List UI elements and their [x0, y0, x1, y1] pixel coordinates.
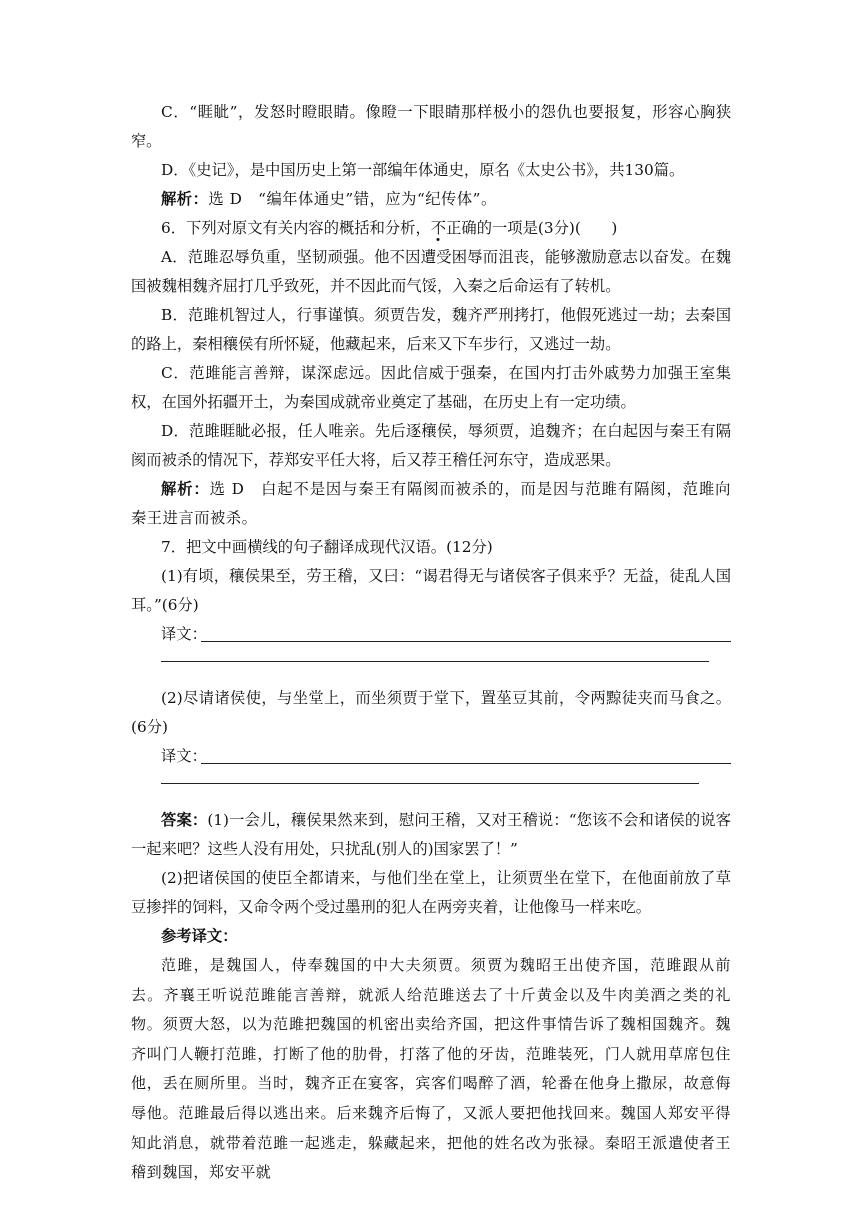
translation-label: 译文： — [161, 747, 207, 765]
reference-translation-text: 范雎，是魏国人，侍奉魏国的中大夫须贾。须贾为魏昭王出使齐国，范雎跟从前去。齐襄王听说范雎能言善辩，就派人给范雎送去了十斤黄金以及牛肉美酒之类的礼物。须贾大怒，以为范雎把魏国的机密出卖给齐国，把这件事情告诉了魏相国魏齐。魏齐叫门人鞭打范雎，打断了他的肋骨，打落了他的牙齿，范雎装死，门人就用草席包住他，丢在厕所里。当时，魏齐正在宴客，宾客们喝醉了酒，轮番在他身上撒尿，故意侮辱他。范雎最后得以逃出来。后来魏齐后悔了，又派人要把他找回来。魏国人郑安平得知此消息，就带着范雎一起逃走，躲藏起来，把他的姓名改为张禄。秦昭王派遣使者王稽到魏国，郑安平就 — [131, 956, 731, 1182]
translation-line-2[interactable] — [131, 649, 731, 678]
translation-line-1[interactable] — [131, 620, 731, 649]
emphasis-dot-char: 不 — [430, 219, 447, 237]
option-c-line: C．“睚眦”，发怒时瞪眼睛。像瞪一下眼睛那样极小的怨仇也要报复，形容心胸狭窄。 — [131, 103, 731, 150]
question-7: 7．把文中画横线的句子翻译成现代汉语。(12分) — [161, 538, 493, 556]
q6-option-c: C．范雎能言善辩，谋深虑远。因此信威于强秦，在国内打击外戚势力加强王室集权，在国外拓疆开土，为秦国成就帝业奠定了基础，在历史上有一定功绩。 — [131, 364, 731, 411]
question-6-score: 正确的一项是(3分)( ) — [446, 219, 618, 237]
underline — [201, 641, 731, 642]
q6-option-a: A．范雎忍辱负重，坚韧顽强。他不因遭受困辱而沮丧，能够激励意志以奋发。在魏国被魏相魏齐屈打几乎致死，并不因此而气馁，入秦之后命运有了转机。 — [131, 248, 731, 295]
question-6 — [131, 214, 731, 243]
explanation-text: 选 D “编年体通史”错，应为“纪传体”。 — [208, 190, 497, 208]
answer-part-2: (2)把诸侯国的使臣全都请来，与他们坐在堂上，让须贾坐在堂下，在他面前放了草豆掺拌的饲料，又命令两个受过墨刑的犯人在两旁夹着，让他像马一样来吃。 — [131, 869, 731, 916]
option-d-line: D．《史记》，是中国历史上第一部编年体通史，原名《太史公书》，共130篇。 — [161, 161, 685, 179]
underline — [161, 783, 699, 784]
underline — [161, 661, 709, 662]
explanation-label: 解析： — [161, 190, 209, 208]
question-7-part-2: (2)尽请诸侯使，与坐堂上，而坐须贾于堂下，置莝豆其前，令两黥徒夹而马食之。(6分) — [131, 689, 731, 736]
page-content — [131, 98, 731, 1188]
q6-explanation — [131, 475, 731, 533]
explanation-label: 解析： — [161, 480, 210, 498]
q6-option-d: D．范雎睚眦必报，任人唯亲。先后逐穰侯，辱须贾，追魏齐；在白起因与秦王有隔阂而被杀的情况下，荐郑安平任大将，后又荐王稽任河东守，造成恶果。 — [131, 422, 731, 469]
question-6-text: 6．下列对原文有关内容的概括和分析， — [161, 219, 431, 237]
answer-part-1 — [131, 806, 731, 864]
question-7-part-1: (1)有顷，穰侯果至，劳王稽，又曰：“谒君得无与诸侯客子俱来乎？无益，徒乱人国耳。”(6分) — [131, 567, 731, 614]
reference-translation-title: 参考译文： — [161, 927, 238, 945]
q6-option-b: B．范雎机智过人，行事谨慎。须贾告发，魏齐严刑拷打，他假死逃过一劫；去秦国的路上，秦相穰侯有所怀疑，他藏起来，后来又下车步行，又逃过一劫。 — [131, 306, 731, 353]
translation-line-4[interactable] — [131, 771, 731, 800]
answer-text-1: (1)一会儿，穰侯果然来到，慰问王稽，又对王稽说：“您该不会和诸侯的说客一起来吧？这些人没有用处，只扰乱(别人的)国家罢了！” — [131, 811, 731, 858]
translation-label: 译文： — [161, 625, 207, 643]
translation-line-3[interactable] — [131, 742, 731, 771]
underline — [201, 763, 731, 764]
explanation-text: 选 D 白起不是因与秦王有隔阂而被杀的，而是因与范雎有隔阂，范雎向秦王进言而被杀。 — [131, 480, 731, 527]
answer-label: 答案： — [161, 811, 208, 829]
q5-explanation — [131, 185, 731, 214]
